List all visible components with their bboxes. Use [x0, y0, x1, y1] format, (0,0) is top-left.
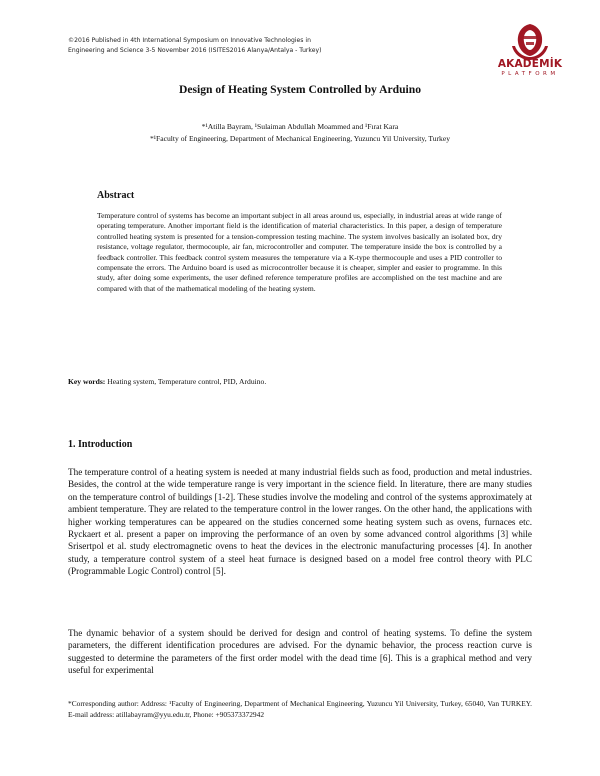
akademik-platform-logo-icon [490, 18, 570, 88]
conference-header-line2: Engineering and Science 3-5 November 2016 (ISITES2016 Alanya/Antalya - Turkey) [68, 47, 322, 54]
logo-subtitle: PLATFORM [501, 71, 559, 77]
keywords-text: Heating system, Temperature control, PID, Arduino. [105, 377, 267, 386]
conference-header-line1: ©2016 Published in 4th International Symposium on Innovative Technologies in [68, 37, 311, 44]
logo-name: AKADEMİK [497, 58, 563, 70]
authors: *¹Atilla Bayram, ¹Sulaiman Abdullah Moammed and ¹Fırat Kara [201, 122, 399, 131]
section-heading-introduction: 1. Introduction [68, 439, 133, 450]
abstract-heading: Abstract [97, 190, 135, 201]
keywords-label: Key words: [68, 377, 106, 386]
keywords [68, 377, 266, 386]
paper-title: Design of Heating System Controlled by Arduino [179, 83, 421, 96]
intro-paragraph-1: The temperature control of a heating system is needed at many industrial fields such as food, production and metal industries. Besides, the control at the wide temperature range is very important in the science field. In literature, there are many studies on the temperature control of buildings [1-2]. These studies involve the modeling and control of the systems approximately at ambient temperature. They are related to the temperature control in the lower ranges. On the other hand, the applications with higher working temperatures can be appeared on the studies concerned some heating system such as ovens, furnaces etc. Ryckaert et al. present a paper on improving the performance of an oven by some advanced control algorithms [3] while Srisertpol et al. study electromagnetic ovens to heat the devices in the electronic manufacturing processes [4]. In another study, a temperature control system of a steel heat furnace is designed based on a model free control theory with PLC (Programmable Logic Control) control [5]. [68, 467, 532, 577]
corresponding-author-footnote: *Corresponding author: Address: ¹Faculty of Engineering, Department of Mechanical Engineering, Yuzuncu Yil University, Turkey, 65040, Van TURKEY. E-mail address: atillabayram@yyu.edu.tr, Phone: +905373372942 [68, 699, 532, 719]
conference-header [68, 36, 448, 56]
intro-paragraph-2: The dynamic behavior of a system should be derived for design and control of heating systems. To define the system parameters, the different identification procedures are advised. For the dynamic behavior, the process reaction curve is suggested to determine the parameters of the first order model with the dead time [6]. This is a graphical method and very useful for experimental [68, 628, 532, 676]
abstract-text: Temperature control of systems has become an important subject in all areas around us, especially, in industrial areas at wide range of operating temperature. Another important field is the identification of material characteristics. In this paper, a design of temperature controlled heating system is presented for a tension-compression testing machine. The system involves basically an isolated box, dry resistance, voltage regulator, thermocouple, air fan, microcontroller and computer. The temperature inside the box is controlled by a feedback controller. This feedback control system measures the temperature via a K-type thermocouple and uses a PID controller to compensate the errors. The Arduino board is used as microcontroller because it is cheaper, simpler and easier to programme. In this study, after doing some experiments, the user defined reference temperature profiles are accomplished on the test machine and are compared with that of the mathematical modeling of the heating system. [97, 211, 502, 293]
affiliation: *¹Faculty of Engineering, Department of Mechanical Engineering, Yuzuncu Yil University, Turkey [149, 134, 451, 143]
